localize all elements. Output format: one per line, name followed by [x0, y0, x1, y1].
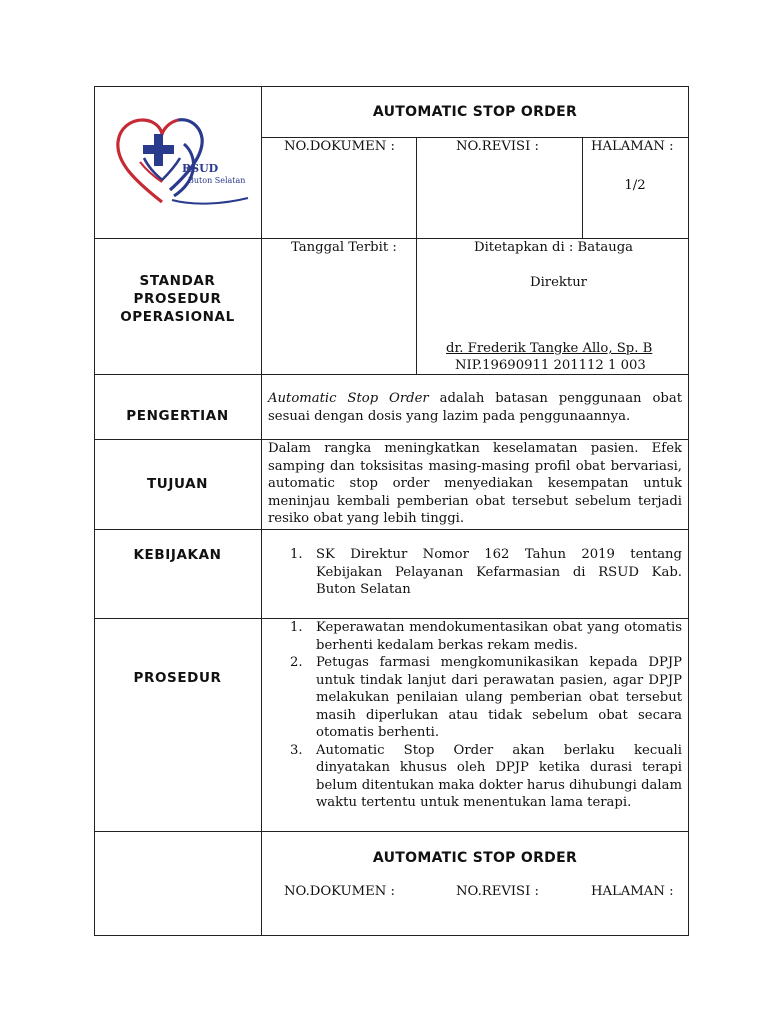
header-col-divider-1 — [416, 137, 417, 239]
list-item-number: 1. — [290, 547, 303, 562]
prosedur-list — [290, 619, 682, 812]
list-item-number: 1. — [290, 620, 303, 635]
list-item — [290, 742, 682, 812]
pengertian-label: PENGERTIAN — [126, 408, 229, 424]
pengertian-term: Automatic Stop Order — [268, 391, 429, 406]
logo-text-location: Buton Selatan — [188, 176, 246, 185]
sop-label-line1: STANDAR — [139, 273, 216, 289]
row-divider-kebijakan — [94, 529, 689, 530]
footer-no-revisi-label: NO.REVISI : — [456, 884, 539, 899]
border-top — [94, 86, 689, 87]
pengertian-text — [268, 390, 682, 425]
sop-label-line3: OPERASIONAL — [120, 309, 235, 325]
hospital-logo — [114, 110, 254, 210]
no-dokumen-label: NO.DOKUMEN : — [284, 139, 395, 154]
logo-text-rsud: RSUD — [182, 162, 219, 175]
list-item-number: 2. — [290, 655, 303, 670]
document-title: AUTOMATIC STOP ORDER — [372, 104, 578, 120]
no-revisi-label: NO.REVISI : — [456, 139, 539, 154]
footer-halaman-label: HALAMAN : — [591, 884, 674, 899]
sop-document — [94, 86, 689, 936]
list-item-text: Petugas farmasi mengkomunikasikan kepada DPJP untuk tindak lanjut dari perawatan pasien, agar DPJP melakukan penilaian ulang pemberian obat tersebut masih diperlukan atau tidak sebelum obat secara otomatis berhenti. — [316, 655, 682, 740]
list-item-number: 3. — [290, 742, 303, 758]
border-right — [688, 86, 689, 936]
tujuan-label: TUJUAN — [146, 476, 209, 492]
nama-direktur: dr. Frederik Tangke Allo, Sp. B — [446, 341, 653, 356]
sop-col-divider — [416, 238, 417, 375]
column-divider — [261, 86, 262, 936]
footer-no-dokumen-label: NO.DOKUMEN : — [284, 884, 395, 899]
kebijakan-list — [290, 546, 682, 599]
border-left — [94, 86, 95, 936]
list-item-text: SK Direktur Nomor 162 Tahun 2019 tentang Kebijakan Pelayanan Kefarmasian di RSUD Kab. Buton Selatan — [316, 547, 682, 597]
border-bottom — [94, 935, 689, 936]
sop-label-line2: PROSEDUR — [133, 291, 222, 307]
ditetapkan-label: Ditetapkan di : Batauga — [474, 240, 634, 255]
list-item — [290, 619, 682, 654]
list-item-text: Automatic Stop Order akan berlaku kecuali dinyatakan khusus oleh DPJP ketika durasi terapi belum ditentukan maka dokter harus dihubungi dalam waktu tertentu untuk menentukan lama terapi. — [316, 742, 682, 810]
list-item-text: Keperawatan mendokumentasikan obat yang otomatis berhenti kedalam berkas rekam medis. — [316, 620, 682, 653]
kebijakan-label: KEBIJAKAN — [133, 547, 222, 563]
footer-title: AUTOMATIC STOP ORDER — [372, 850, 578, 866]
jabatan: Direktur — [530, 275, 587, 290]
halaman-value: 1/2 — [624, 178, 646, 193]
pengertian-definition: adalah batasan penggunaan obat sesuai dengan dosis yang lazim pada penggunaannya. — [268, 391, 682, 424]
sop-label — [94, 272, 261, 326]
nip-direktur: NIP.19690911 201112 1 003 — [455, 358, 646, 373]
row-divider-footer — [94, 831, 689, 832]
list-item — [290, 546, 682, 599]
tanggal-terbit-label: Tanggal Terbit : — [291, 240, 397, 255]
halaman-label: HALAMAN : — [591, 139, 674, 154]
tujuan-text: Dalam rangka meningkatkan keselamatan pasien. Efek samping dan toksisitas masing-masing profil obat bervariasi, automatic stop order menyediakan kesempatan untuk meninjau kembali pemberian obat tersebut sebelum terjadi resiko obat yang lebih tinggi. — [268, 441, 682, 526]
list-item — [290, 654, 682, 742]
prosedur-label: PROSEDUR — [133, 670, 222, 686]
heart-cross-logo-icon — [114, 110, 254, 210]
